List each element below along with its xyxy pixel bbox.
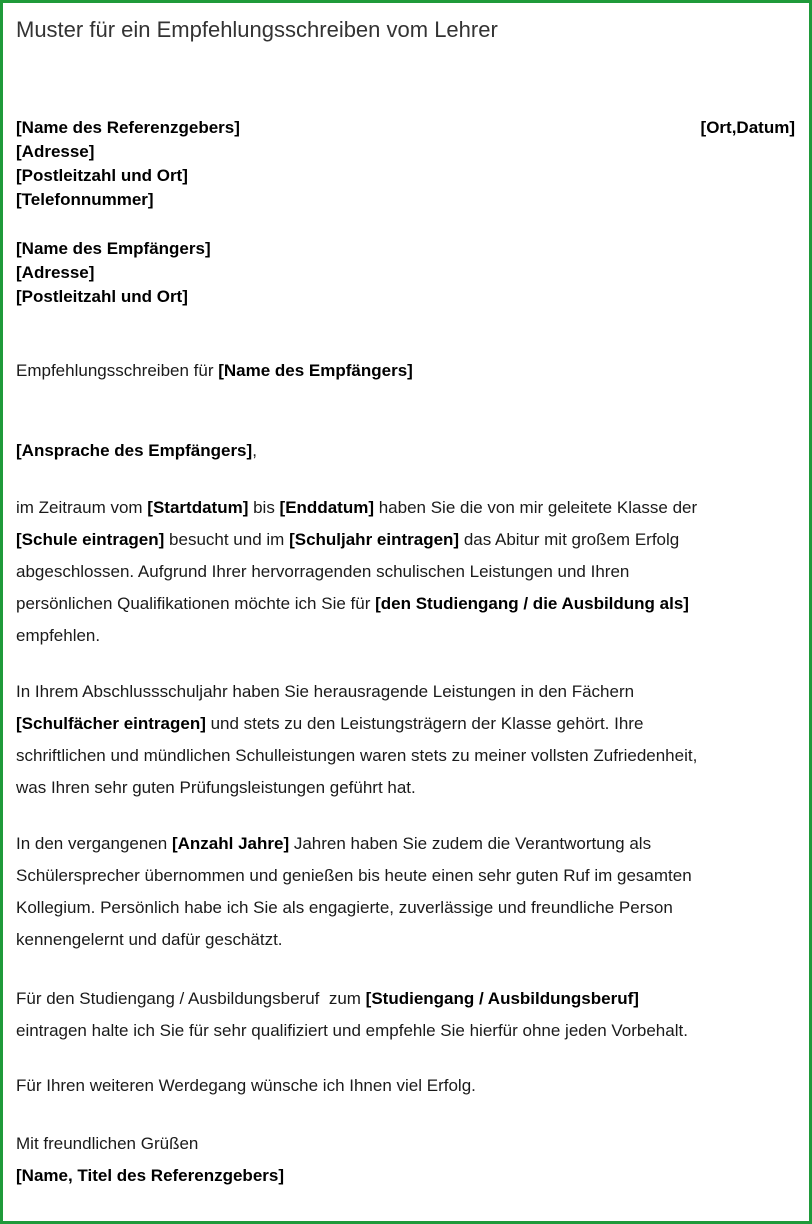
p1-line-3: abgeschlossen. Aufgrund Ihrer hervorragenden schulischen Leistungen und Ihren xyxy=(16,562,630,581)
p3-line-4: kennengelernt und dafür geschätzt. xyxy=(16,930,283,949)
sender-name: [Name des Referenzgebers] xyxy=(16,118,240,137)
page-title: Muster für ein Empfehlungsschreiben vom Lehrer xyxy=(16,17,498,42)
sender-phone: [Telefonnummer] xyxy=(16,190,154,209)
recipient-address: [Adresse] xyxy=(16,263,95,282)
closing-greeting: Mit freundlichen Grüßen xyxy=(16,1134,199,1153)
p1-text: haben Sie die von mir geleitete Klasse der xyxy=(373,498,698,517)
p3-placeholder-anzahl-jahre: [Anzahl Jahre] xyxy=(171,834,290,853)
p1-placeholder-studiengang: [den Studiengang / die Ausbildung als] xyxy=(375,594,689,613)
sender-zip-city: [Postleitzahl und Ort] xyxy=(16,166,188,185)
p2-text: und stets zu den Leistungsträgern der Klasse gehört. Ihre xyxy=(205,714,644,733)
recipient-zip-city: [Postleitzahl und Ort] xyxy=(16,287,188,306)
p1-text: persönlichen Qualifikationen möchte ich Sie für xyxy=(16,594,376,613)
salutation-placeholder: [Ansprache des Empfängers] xyxy=(16,441,253,460)
p3-text: In den vergangenen xyxy=(16,834,172,853)
p2-placeholder-schulfaecher: [Schulfächer eintragen] xyxy=(16,714,206,733)
paragraph-3 xyxy=(16,828,806,956)
paragraph-4 xyxy=(16,983,806,1047)
paragraph-1 xyxy=(16,492,806,652)
place-date: [Ort,Datum] xyxy=(700,118,795,137)
salutation-comma: , xyxy=(252,441,257,460)
p4-placeholder-studiengang: [Studiengang / Ausbildungsberuf] xyxy=(365,989,639,1008)
p1-text: das Abitur mit großem Erfolg xyxy=(459,530,680,549)
p1-placeholder-schule: [Schule eintragen] xyxy=(16,530,165,549)
p1-text: besucht und im xyxy=(164,530,290,549)
p1-text: bis xyxy=(248,498,280,517)
p1-placeholder-startdatum: [Startdatum] xyxy=(147,498,249,517)
sender-block xyxy=(16,116,240,212)
p3-text: Jahren haben Sie zudem die Verantwortung als xyxy=(289,834,652,853)
p2-line-3: schriftlichen und mündlichen Schulleistungen waren stets zu meiner vollsten Zufriedenheit, xyxy=(16,746,698,765)
subject-text: Empfehlungsschreiben für xyxy=(16,361,219,380)
salutation xyxy=(16,435,806,467)
p5-line-1: Für Ihren weiteren Werdegang wünsche ich Ihnen viel Erfolg. xyxy=(16,1076,476,1095)
p3-line-3: Kollegium. Persönlich habe ich Sie als engagierte, zuverlässige und freundliche Person xyxy=(16,898,673,917)
closing xyxy=(16,1128,806,1192)
subject-placeholder: [Name des Empfängers] xyxy=(218,361,413,380)
p1-text: im Zeitraum vom xyxy=(16,498,148,517)
paragraph-5 xyxy=(16,1070,806,1102)
p4-text: Für den Studiengang / Ausbildungsberuf zum xyxy=(16,989,366,1008)
closing-signature: [Name, Titel des Referenzgebers] xyxy=(16,1166,284,1185)
p3-line-2: Schülersprecher übernommen und genießen bis heute einen sehr guten Ruf im gesamten xyxy=(16,866,692,885)
p4-line-2: eintragen halte ich Sie für sehr qualifiziert und empfehle Sie hierfür ohne jeden Vorbehalt. xyxy=(16,1021,688,1040)
recipient-block xyxy=(16,237,211,309)
paragraph-2 xyxy=(16,676,806,804)
p1-placeholder-schuljahr: [Schuljahr eintragen] xyxy=(289,530,460,549)
p1-placeholder-enddatum: [Enddatum] xyxy=(279,498,374,517)
recipient-name: [Name des Empfängers] xyxy=(16,239,211,258)
p2-line-1: In Ihrem Abschlussschuljahr haben Sie herausragende Leistungen in den Fächern xyxy=(16,682,635,701)
p2-line-4: was Ihren sehr guten Prüfungsleistungen geführt hat. xyxy=(16,778,416,797)
p1-line-5: empfehlen. xyxy=(16,626,101,645)
subject-line xyxy=(16,355,806,387)
sender-address: [Adresse] xyxy=(16,142,95,161)
